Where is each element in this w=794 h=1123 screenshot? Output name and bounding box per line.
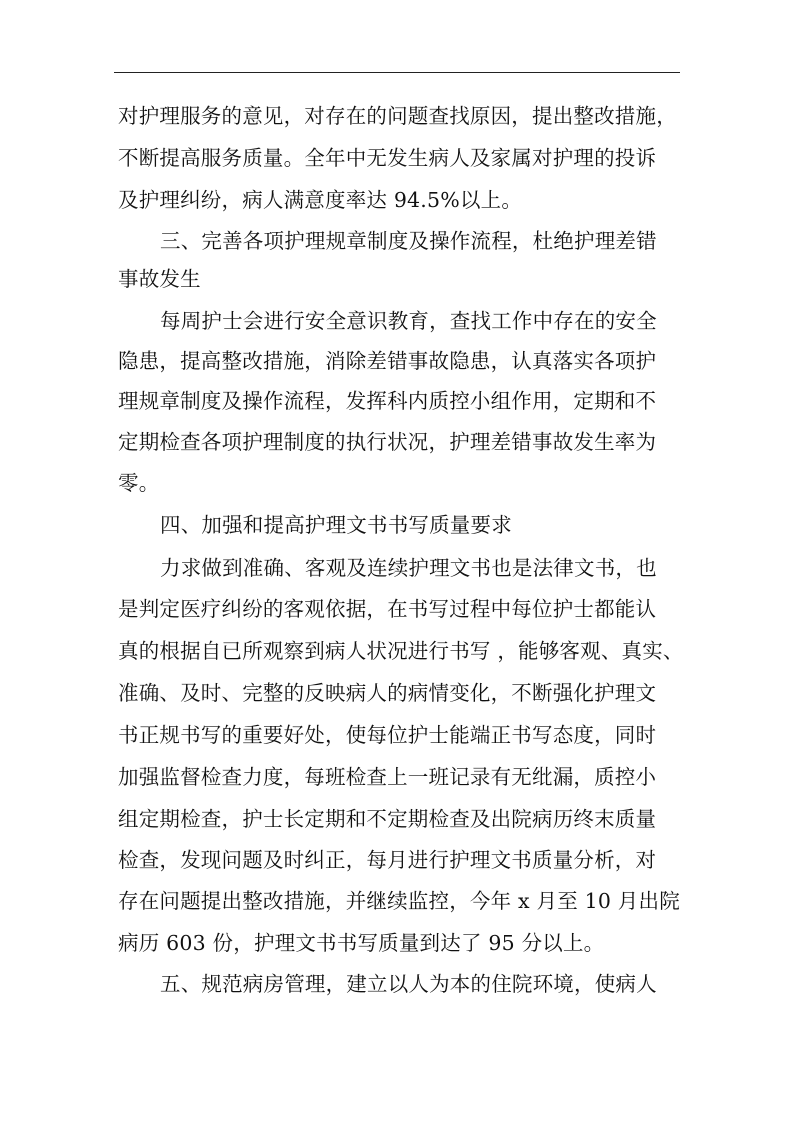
paragraph-line: 力求做到准确、客观及连续护理文书也是法律文书，也	[160, 556, 657, 580]
paragraph-line: 存在问题提出整改措施，并继续监控，今年 x 月至 10 月出院	[118, 889, 680, 913]
paragraph-line: 零。	[118, 471, 160, 495]
paragraph-line: 理规章制度及操作流程，发挥科内质控小组作用，定期和不	[118, 389, 657, 413]
header-rule	[114, 72, 680, 73]
paragraph-line: 检查，发现问题及时纠正，每月进行护理文书质量分析，对	[118, 848, 657, 872]
paragraph-line: 定期检查各项护理制度的执行状况，护理差错事故发生率为	[118, 430, 657, 454]
section-heading-5: 五、规范病房管理，建立以人为本的住院环境，使病人	[160, 972, 657, 996]
paragraph-line: 不断提高服务质量。全年中无发生病人及家属对护理的投诉	[118, 146, 657, 170]
section-heading-3-cont: 事故发生	[118, 267, 201, 291]
paragraph-line: 是判定医疗纠纷的客观依据，在书写过程中每位护士都能认	[118, 597, 657, 621]
paragraph-line: 书正规书写的重要好处，使每位护士能端正书写态度，同时	[118, 723, 657, 747]
paragraph-line: 真的根据自已所观察到病人状况进行书写 ，能够客观、真实、	[118, 639, 684, 663]
paragraph-line: 隐患，提高整改措施，消除差错事故隐患，认真落实各项护	[118, 349, 657, 373]
paragraph-line: 组定期检查，护士长定期和不定期检查及出院病历终末质量	[118, 807, 657, 831]
section-heading-3: 三、完善各项护理规章制度及操作流程，杜绝护理差错	[160, 229, 657, 253]
paragraph-line: 加强监督检查力度，每班检查上一班记录有无纰漏，质控小	[118, 765, 657, 789]
paragraph-line: 对护理服务的意见，对存在的问题查找原因，提出整改措施，	[118, 104, 677, 128]
section-heading-4: 四、加强和提高护理文书书写质量要求	[160, 513, 512, 537]
paragraph-line: 准确、及时、完整的反映病人的病情变化，不断强化护理文	[118, 681, 657, 705]
paragraph-line: 病历 603 份，护理文书书写质量到达了 95 分以上。	[118, 931, 605, 955]
paragraph-line: 及护理纠纷，病人满意度率达 94.5%以上。	[118, 188, 523, 212]
paragraph-line: 每周护士会进行安全意识教育，查找工作中存在的安全	[160, 309, 657, 333]
